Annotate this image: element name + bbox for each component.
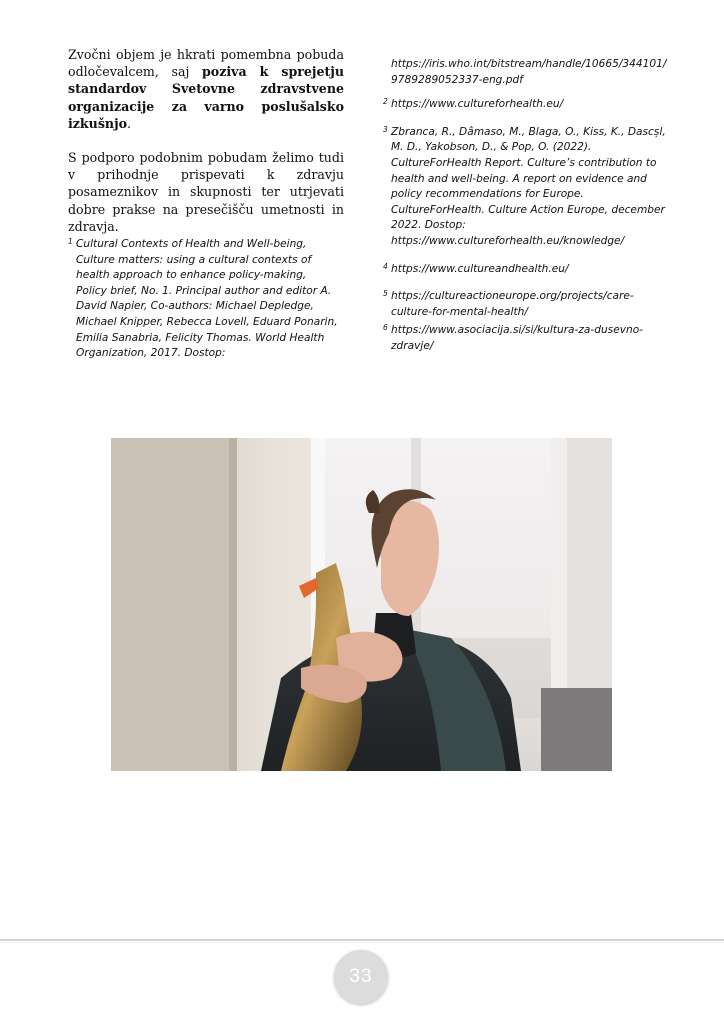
- footnote-1-url[interactable]: https://iris.who.int/bitstream/handle/10665/344101/9789289052337-eng.pdf: [391, 58, 667, 86]
- footer-rule: [0, 939, 724, 941]
- paragraph-2: S podporo podobnim pobudam želimo tudi v prihodnje prispevati k zdravju posameznikov in skupnosti ter utrjevati dobre prakse na presečišču umetnosti in zdravja.: [68, 150, 344, 234]
- page-number-badge: [334, 950, 388, 1004]
- paragraph-1-end: .: [127, 115, 132, 131]
- body-text: [68, 46, 344, 235]
- footnote-2[interactable]: 2 https://www.cultureforhealth.eu/: [383, 97, 564, 111]
- paragraph-1: [68, 46, 344, 132]
- paragraph-1-bold: poziva k sprejetju standardov Svetovne zdravstvene organizacije za varno poslušalsko izkušnjo: [68, 64, 344, 131]
- footnote-4[interactable]: 4 https://www.cultureandhealth.eu/: [383, 261, 569, 275]
- footer-rule-shadow: [0, 942, 724, 943]
- footnote-5[interactable]: 5 https://cultureactioneurope.org/projects/care-culture-for-mental-health/: [383, 289, 634, 318]
- page-number: 33: [349, 966, 373, 987]
- footnotes-right: [383, 57, 668, 355]
- footnote-1: [68, 237, 340, 362]
- footnote-3: 3 Zbranca, R., Dâmaso, M., Blaga, O., Kiss, K., Dascșl, M. D., Yakobson, D., & Pop, O. (2022). CultureForHealth Report. Culture’s contribution to health and well-being. A report on evidence and policy recommendations for Europe. CultureForHealth. Culture Action Europe, december 2022. Dostop: https://www.cultureforhealth.eu/knowledge/: [383, 124, 666, 247]
- footnote-6[interactable]: 6 https://www.asociacija.si/si/kultura-za-dusevno-zdravje/: [383, 323, 644, 352]
- saxophonist-photo: [111, 438, 612, 771]
- footnote-text: Cultural Contexts of Health and Well-being, Culture matters: using a cultural contexts of health approach to enhance policy-making, Policy brief, No. 1. Principal author and editor A. David Napier, Co-authors: Michael Depledge, Michael Knipper, Rebecca Lovell, Eduard Ponarin, Emilia Sanabria, Felicity Thomas. World Health Organization, 2017. Dostop:: [76, 238, 338, 360]
- footnote-number: 1: [68, 237, 73, 246]
- paragraph-1-text: Zvočni objem je hkrati pomembna pobuda odločevalcem, saj: [68, 47, 344, 80]
